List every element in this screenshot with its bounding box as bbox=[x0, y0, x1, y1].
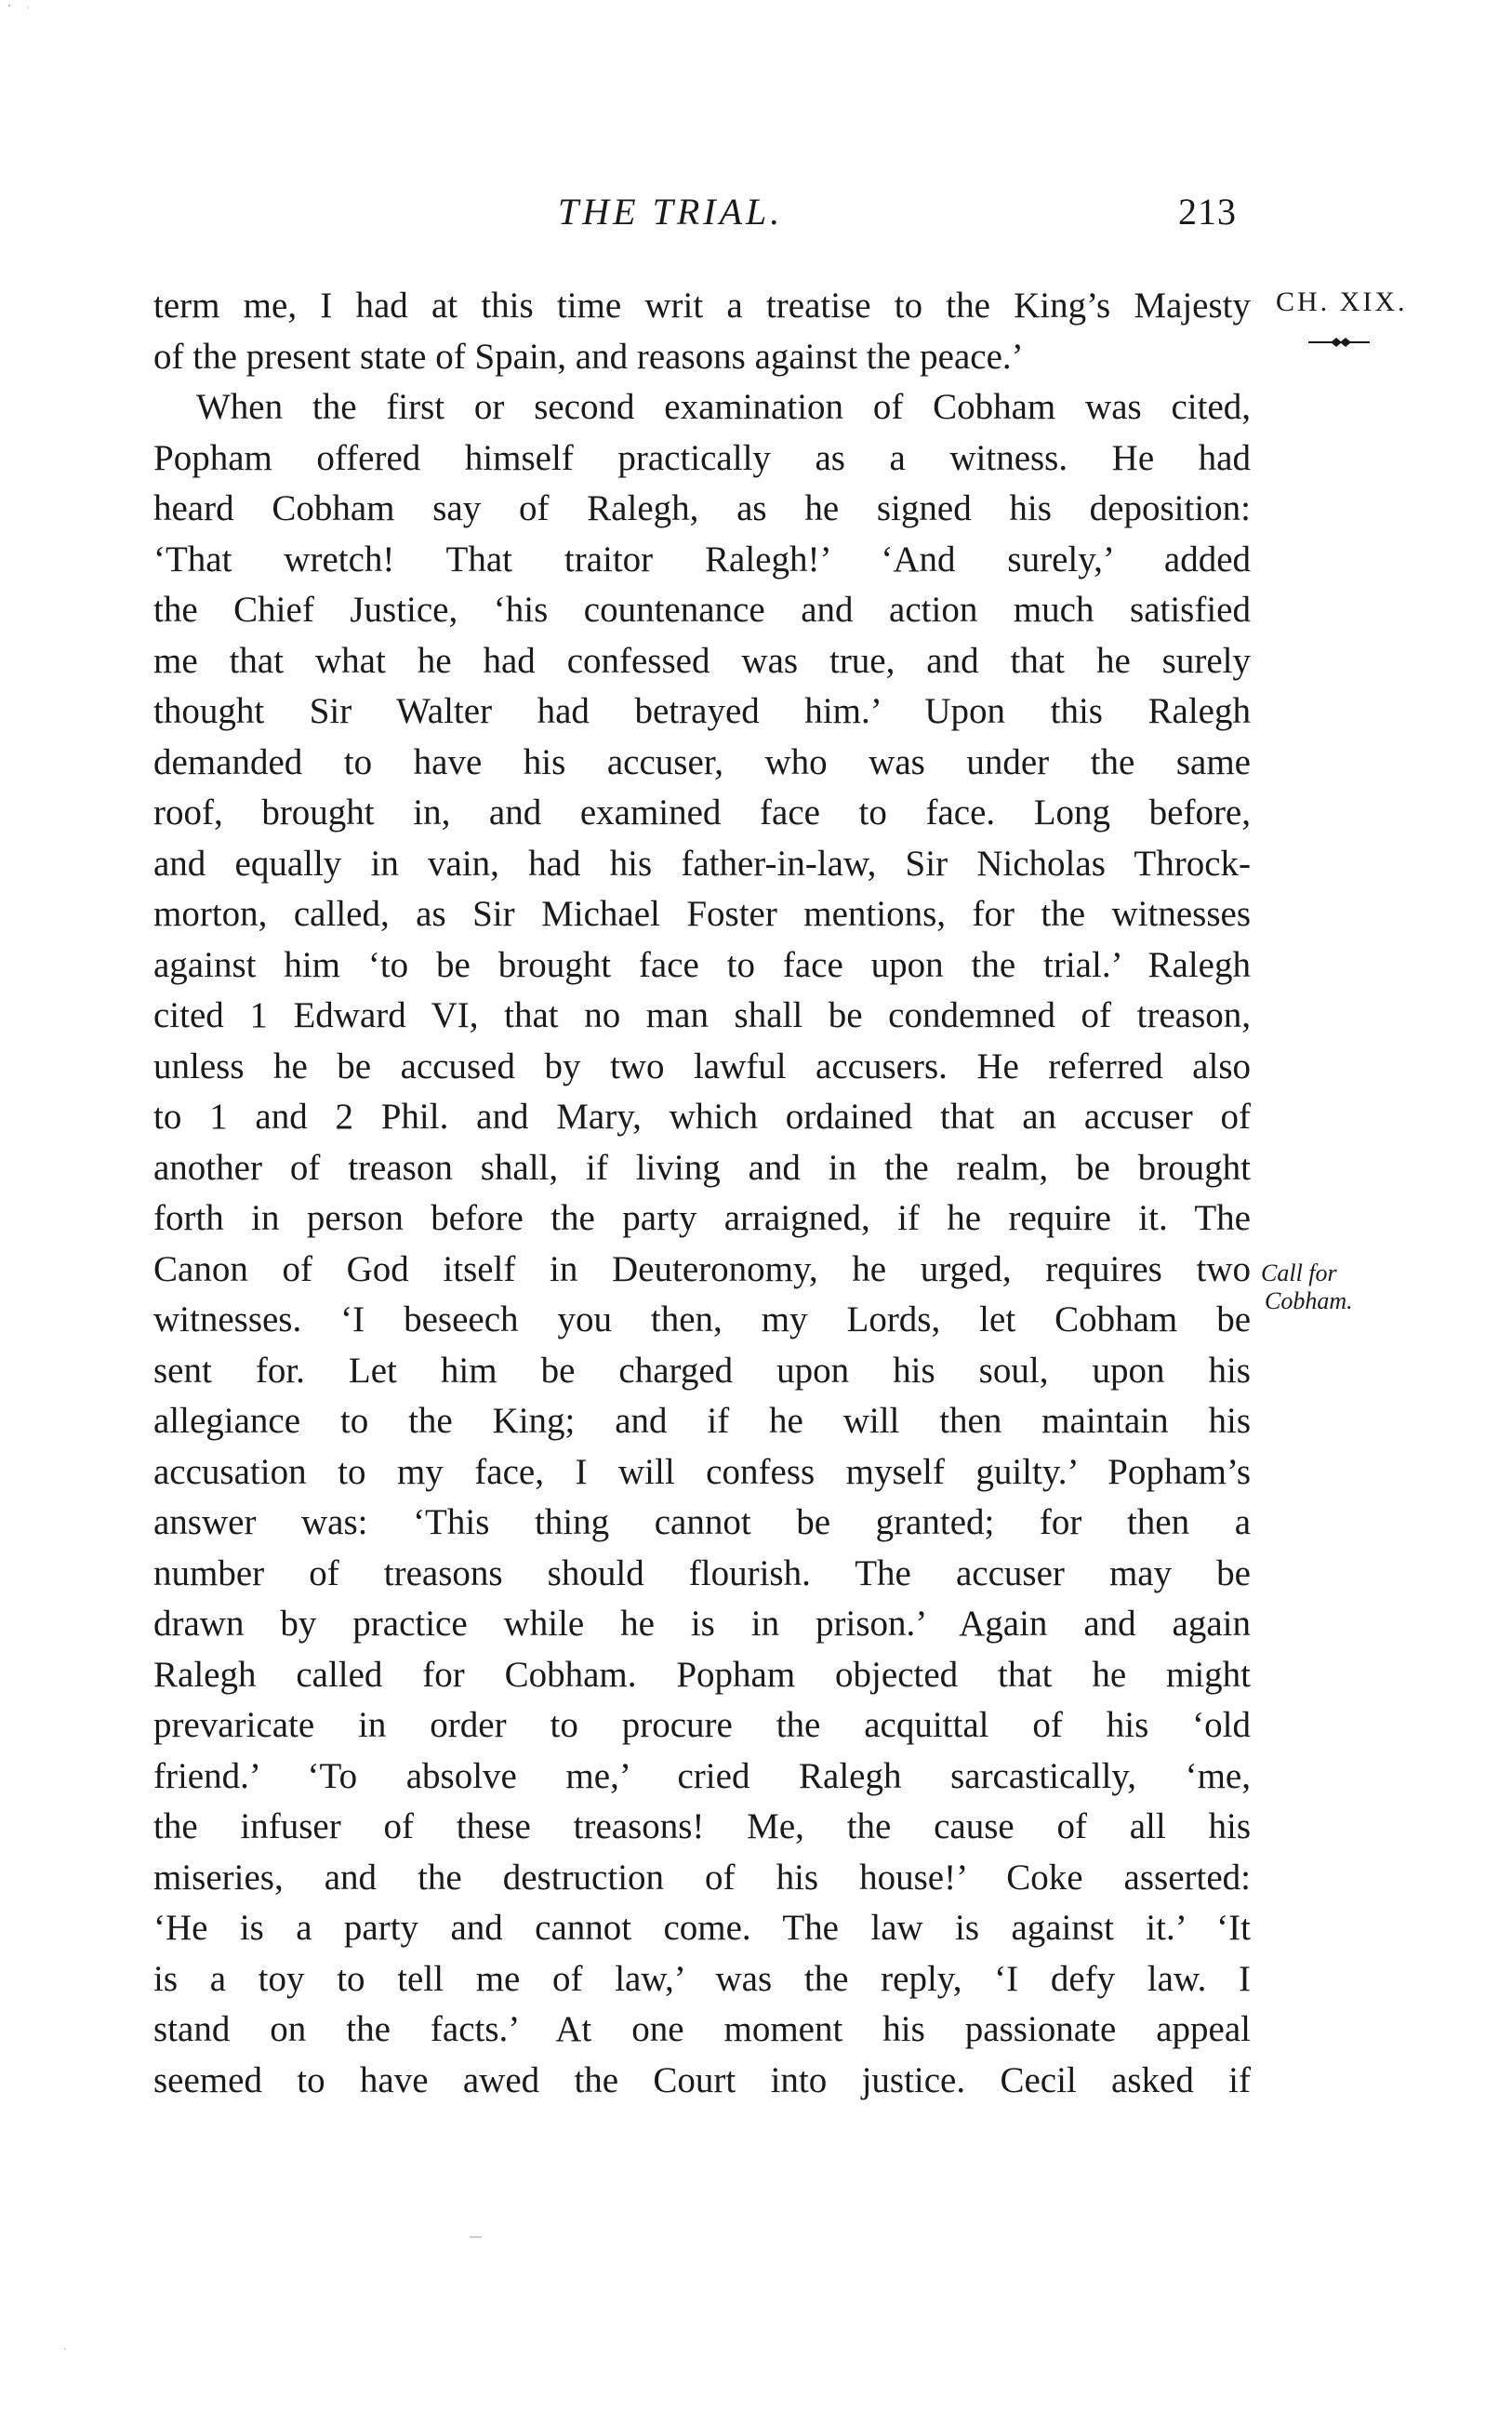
text-line: me that what he had confessed was true, and that he surely bbox=[153, 640, 1251, 681]
text-line: demanded to have his accuser, who was under the same bbox=[153, 741, 1251, 782]
text-line: forth in person before the party arraigned, if he require it. The bbox=[153, 1198, 1251, 1238]
text-line: miseries, and the destruction of his house!’ Coke asserted: bbox=[153, 1857, 1251, 1898]
text-line: ‘That wretch! That traitor Ralegh!’ ‘And surely,’ added bbox=[153, 539, 1251, 579]
text-line: term me, I had at this time writ a treatise to the King’s Majesty bbox=[153, 286, 1251, 326]
text-line: morton, called, as Sir Michael Foster mentions, for the witnesses bbox=[153, 894, 1251, 934]
text-line: the Chief Justice, ‘his countenance and action much satisfied bbox=[153, 590, 1251, 630]
text-line: accusation to my face, I will confess myself guilty.’ Popham’s bbox=[153, 1451, 1251, 1492]
text-line: sent for. Let him be charged upon his soul, upon his bbox=[153, 1350, 1251, 1391]
text-line: friend.’ ‘To absolve me,’ cried Ralegh sarcastically, ‘me, bbox=[153, 1755, 1251, 1796]
text-line: heard Cobham say of Ralegh, as he signed his deposition: bbox=[153, 488, 1251, 528]
text-line: witnesses. ‘I beseech you then, my Lords, let Cobham be bbox=[153, 1299, 1251, 1339]
text-line: Canon of God itself in Deuteronomy, he urged, requires two bbox=[153, 1248, 1251, 1289]
text-line: seemed to have awed the Court into justice. Cecil asked if bbox=[153, 2059, 1251, 2100]
text-line: roof, brought in, and examined face to face. Long before, bbox=[153, 793, 1251, 833]
text-line: to 1 and 2 Phil. and Mary, which ordained that an accuser of bbox=[153, 1097, 1251, 1137]
text-line: drawn by practice while he is in prison.’ Again and again bbox=[153, 1604, 1251, 1644]
text-line: another of treason shall, if living and in the realm, be brought bbox=[153, 1147, 1251, 1188]
text-line: When the first or second examination of Cobham was cited, bbox=[196, 387, 1251, 427]
text-line: is a toy to tell me of law,’ was the reply, ‘I defy law. I bbox=[153, 1958, 1251, 1999]
text-line: ‘He is a party and cannot come. The law is against it.’ ‘It bbox=[153, 1908, 1251, 1948]
text-line: and equally in vain, had his father-in-law, Sir Nicholas Throck- bbox=[153, 843, 1251, 884]
text-line: answer was: ‘This thing cannot be granted; for then a bbox=[153, 1502, 1251, 1542]
text-line: cited 1 Edward VI, that no man shall be condemned of treason, bbox=[153, 995, 1251, 1035]
text-line: the infuser of these treasons! Me, the cause of all his bbox=[153, 1806, 1251, 1846]
text-line: allegiance to the King; and if he will then maintain his bbox=[153, 1401, 1251, 1441]
margin-note-line: Cobham. bbox=[1265, 1287, 1353, 1314]
text-line: prevaricate in order to procure the acquittal of his ‘old bbox=[153, 1705, 1251, 1745]
text-line: thought Sir Walter had betrayed him.’ Upon this Ralegh bbox=[153, 691, 1251, 731]
text-line: Popham offered himself practically as a witness. He had bbox=[153, 437, 1251, 478]
page-number: 213 bbox=[1178, 191, 1237, 233]
margin-note-line: Call for bbox=[1261, 1259, 1337, 1286]
margin-chapter-label: CH. XIX. bbox=[1276, 286, 1408, 317]
text-line: Ralegh called for Cobham. Popham objected that he might bbox=[153, 1654, 1251, 1695]
text-line: stand on the facts.’ At one moment his passionate appeal bbox=[153, 2009, 1251, 2049]
text-line: number of treasons should flourish. The accuser may be bbox=[153, 1552, 1251, 1593]
text-line: unless he be accused by two lawful accusers. He referred also bbox=[153, 1046, 1251, 1086]
text-line: against him ‘to be brought face to face upon the trial.’ Ralegh bbox=[153, 944, 1251, 985]
running-head: THE TRIAL. bbox=[558, 191, 784, 233]
text-line: of the present state of Spain, and reasons against the peace.’ bbox=[153, 336, 1024, 377]
